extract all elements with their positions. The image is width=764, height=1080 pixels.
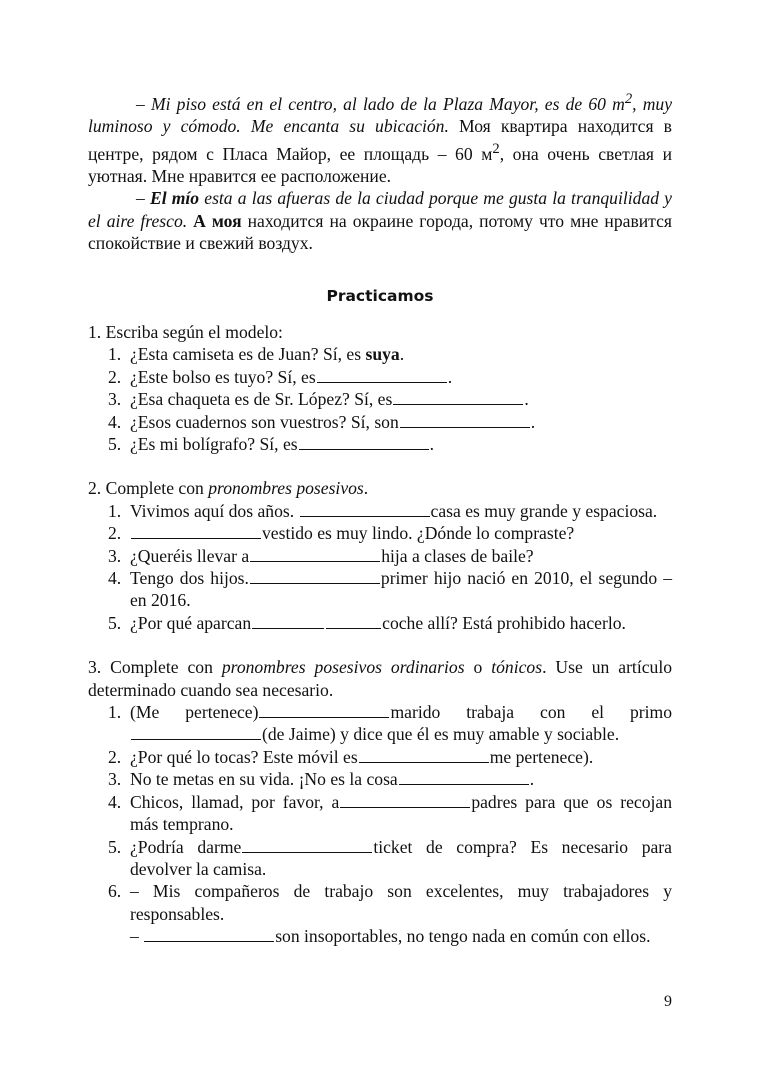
item-text: . bbox=[530, 411, 536, 432]
item-text: son insoportables, no tengo nada en común con ellos. bbox=[275, 926, 651, 947]
answer-blank[interactable] bbox=[400, 412, 530, 428]
item-text: marido trabaja con el primo bbox=[390, 702, 672, 723]
exercise-2 bbox=[88, 477, 672, 634]
item-number: 2. bbox=[108, 366, 122, 387]
answer-blank[interactable] bbox=[340, 792, 470, 808]
answer-blank[interactable] bbox=[359, 747, 489, 763]
section-heading: Practicamos bbox=[326, 286, 434, 305]
item-number: 5. bbox=[108, 836, 122, 857]
exercise-item bbox=[88, 411, 672, 433]
item-text: – Mis compañeros de trabajo son excelentes, muy trabajadores y responsables. bbox=[130, 881, 672, 924]
exercise-2-title bbox=[88, 477, 672, 499]
intro-paragraph-2 bbox=[88, 187, 672, 254]
intro-p1-spanish-2: , muy luminoso y cómodo. Me encanta su ubicación. bbox=[88, 93, 673, 137]
item-text: ¿Queréis llevar a bbox=[130, 545, 250, 566]
item-text: ¿Esa chaqueta es de Sr. López? Sí, es bbox=[130, 389, 393, 410]
item-number: 3. bbox=[108, 389, 122, 410]
item-text: ¿Esos cuadernos son vuestros? Sí, son bbox=[130, 411, 399, 432]
answer-blank[interactable] bbox=[399, 769, 529, 785]
item-text: . bbox=[524, 389, 529, 410]
item-bold: suya bbox=[365, 344, 400, 365]
exercise-1-title: 1. Escriba según el modelo: bbox=[88, 321, 283, 342]
intro-p2-russian-bold: А моя bbox=[187, 210, 242, 231]
item-text: ¿Este bolso es tuyo? Sí, es bbox=[130, 366, 316, 387]
item-number: 2. bbox=[108, 746, 122, 767]
item-text: ¿Esta camiseta es de Juan? Sí, es bbox=[130, 344, 366, 365]
title-text: o bbox=[464, 657, 492, 678]
exercise-item bbox=[88, 522, 672, 544]
item-number: 3. bbox=[108, 769, 122, 790]
intro-p1-russian-2: , она очень светлая и уютная. Мне нравится ее расположение. bbox=[88, 143, 672, 186]
intro-p2-spanish: esta a las afueras de la ciudad porque me gusta la tranquilidad y el aire fresco. bbox=[88, 188, 672, 231]
answer-blank[interactable] bbox=[259, 702, 389, 718]
item-number: 4. bbox=[108, 568, 122, 589]
answer-blank[interactable] bbox=[242, 837, 372, 853]
title-text: . Use un artículo determinado cuando sea necesario. bbox=[88, 657, 672, 700]
exercise-item bbox=[88, 545, 672, 567]
intro-p1-spanish: – Mi piso está en el centro, al lado de la Plaza Mayor, es de 60 m bbox=[136, 93, 625, 114]
item-text: ¿Es mi bolígrafo? Sí, es bbox=[130, 434, 298, 454]
exercise-item bbox=[88, 500, 672, 522]
item-text: (Me pertenece) bbox=[130, 702, 259, 723]
superscript: 2 bbox=[492, 140, 500, 157]
answer-blank[interactable] bbox=[326, 613, 381, 629]
item-text: ticket de compra? Es necesario para devolver la camisa. bbox=[130, 836, 672, 879]
exercise-item bbox=[88, 791, 672, 836]
item-text: No te metas en su vida. ¡No es la cosa bbox=[130, 769, 398, 790]
item-text: vestido es muy lindo. ¿Dónde lo compraste? bbox=[262, 523, 575, 544]
item-text: . bbox=[399, 344, 405, 365]
title-italic: pronombres posesivos bbox=[208, 478, 364, 499]
item-number: 5. bbox=[108, 612, 122, 633]
item-number: 3. bbox=[108, 545, 122, 566]
intro-p2-russian: находится на окраине города, потому что мне нравится спокойствие и свежий воздух. bbox=[88, 210, 672, 254]
answer-blank[interactable] bbox=[252, 613, 324, 629]
page-body bbox=[88, 88, 672, 970]
item-number: 4. bbox=[108, 791, 122, 812]
item-text: ¿Podría darme bbox=[130, 836, 242, 857]
item-text: ¿Por qué lo tocas? Este móvil es bbox=[130, 746, 358, 767]
item-number: 4. bbox=[108, 411, 122, 432]
answer-blank[interactable] bbox=[299, 434, 429, 450]
item-text: padres para que os recojan más temprano. bbox=[130, 791, 672, 835]
item-text: coche allí? Está prohibido hacerlo. bbox=[382, 612, 626, 633]
item-number: 1. bbox=[108, 500, 122, 521]
answer-blank[interactable] bbox=[131, 724, 261, 740]
exercise-item bbox=[88, 701, 672, 746]
exercise-3 bbox=[88, 656, 672, 947]
answer-blank[interactable] bbox=[250, 568, 380, 584]
intro-p2-bold: El mío bbox=[149, 188, 200, 209]
intro-paragraph-1 bbox=[88, 88, 672, 187]
superscript: 2 bbox=[624, 91, 633, 107]
exercise-item bbox=[88, 366, 672, 388]
item-text: Tengo dos hijos. bbox=[130, 568, 249, 589]
title-text: 2. Complete con bbox=[88, 478, 209, 499]
exercise-item bbox=[88, 343, 672, 365]
exercise-item bbox=[88, 612, 672, 634]
exercise-item bbox=[88, 880, 672, 947]
item-number: 1. bbox=[108, 344, 122, 365]
item-text: – bbox=[130, 926, 144, 947]
exercise-item bbox=[88, 433, 672, 455]
title-italic: pronombres posesivos ordinarios bbox=[221, 657, 465, 678]
item-text: Chicos, llamad, por favor, a bbox=[130, 791, 340, 812]
exercise-item bbox=[88, 836, 672, 881]
title-text: 3. Complete con bbox=[88, 657, 222, 678]
item-number: 6. bbox=[108, 881, 122, 902]
answer-blank[interactable] bbox=[300, 501, 430, 517]
exercise-item bbox=[88, 768, 672, 790]
answer-blank[interactable] bbox=[131, 523, 261, 539]
answer-blank[interactable] bbox=[144, 926, 274, 942]
page-number: 9 bbox=[664, 993, 672, 1010]
dash: – bbox=[136, 188, 150, 209]
title-italic: tónicos bbox=[491, 657, 543, 678]
answer-blank[interactable] bbox=[317, 367, 447, 383]
item-text: hija a clases de baile? bbox=[381, 545, 534, 566]
item-number: 2. bbox=[108, 523, 122, 544]
item-text: Vivimos aquí dos años. bbox=[130, 500, 299, 521]
intro-p1-russian: Моя квартира находится в центре, рядом с Пласа Майор, ее площадь – 60 м bbox=[88, 116, 672, 164]
item-text: . bbox=[529, 769, 535, 790]
exercise-item bbox=[88, 746, 672, 768]
answer-blank[interactable] bbox=[393, 389, 523, 405]
answer-blank[interactable] bbox=[250, 546, 380, 562]
item-text: casa es muy grande y espaciosa. bbox=[430, 500, 658, 521]
exercise-3-title bbox=[88, 656, 672, 701]
item-text: primer hijo nació en 2010, el segundo – en 2016. bbox=[130, 568, 672, 611]
exercise-item bbox=[88, 388, 672, 410]
item-number: 5. bbox=[108, 434, 122, 454]
item-text: me pertenece). bbox=[489, 746, 594, 767]
item-text: (de Jaime) y dice que él es muy amable y sociable. bbox=[262, 724, 620, 745]
item-number: 1. bbox=[108, 702, 122, 723]
title-text: . bbox=[363, 478, 369, 499]
item-text: ¿Por qué aparcan bbox=[130, 612, 252, 633]
exercise-1 bbox=[88, 321, 672, 455]
item-text: . bbox=[447, 366, 453, 387]
exercise-item bbox=[88, 567, 672, 612]
item-text: . bbox=[429, 434, 435, 454]
